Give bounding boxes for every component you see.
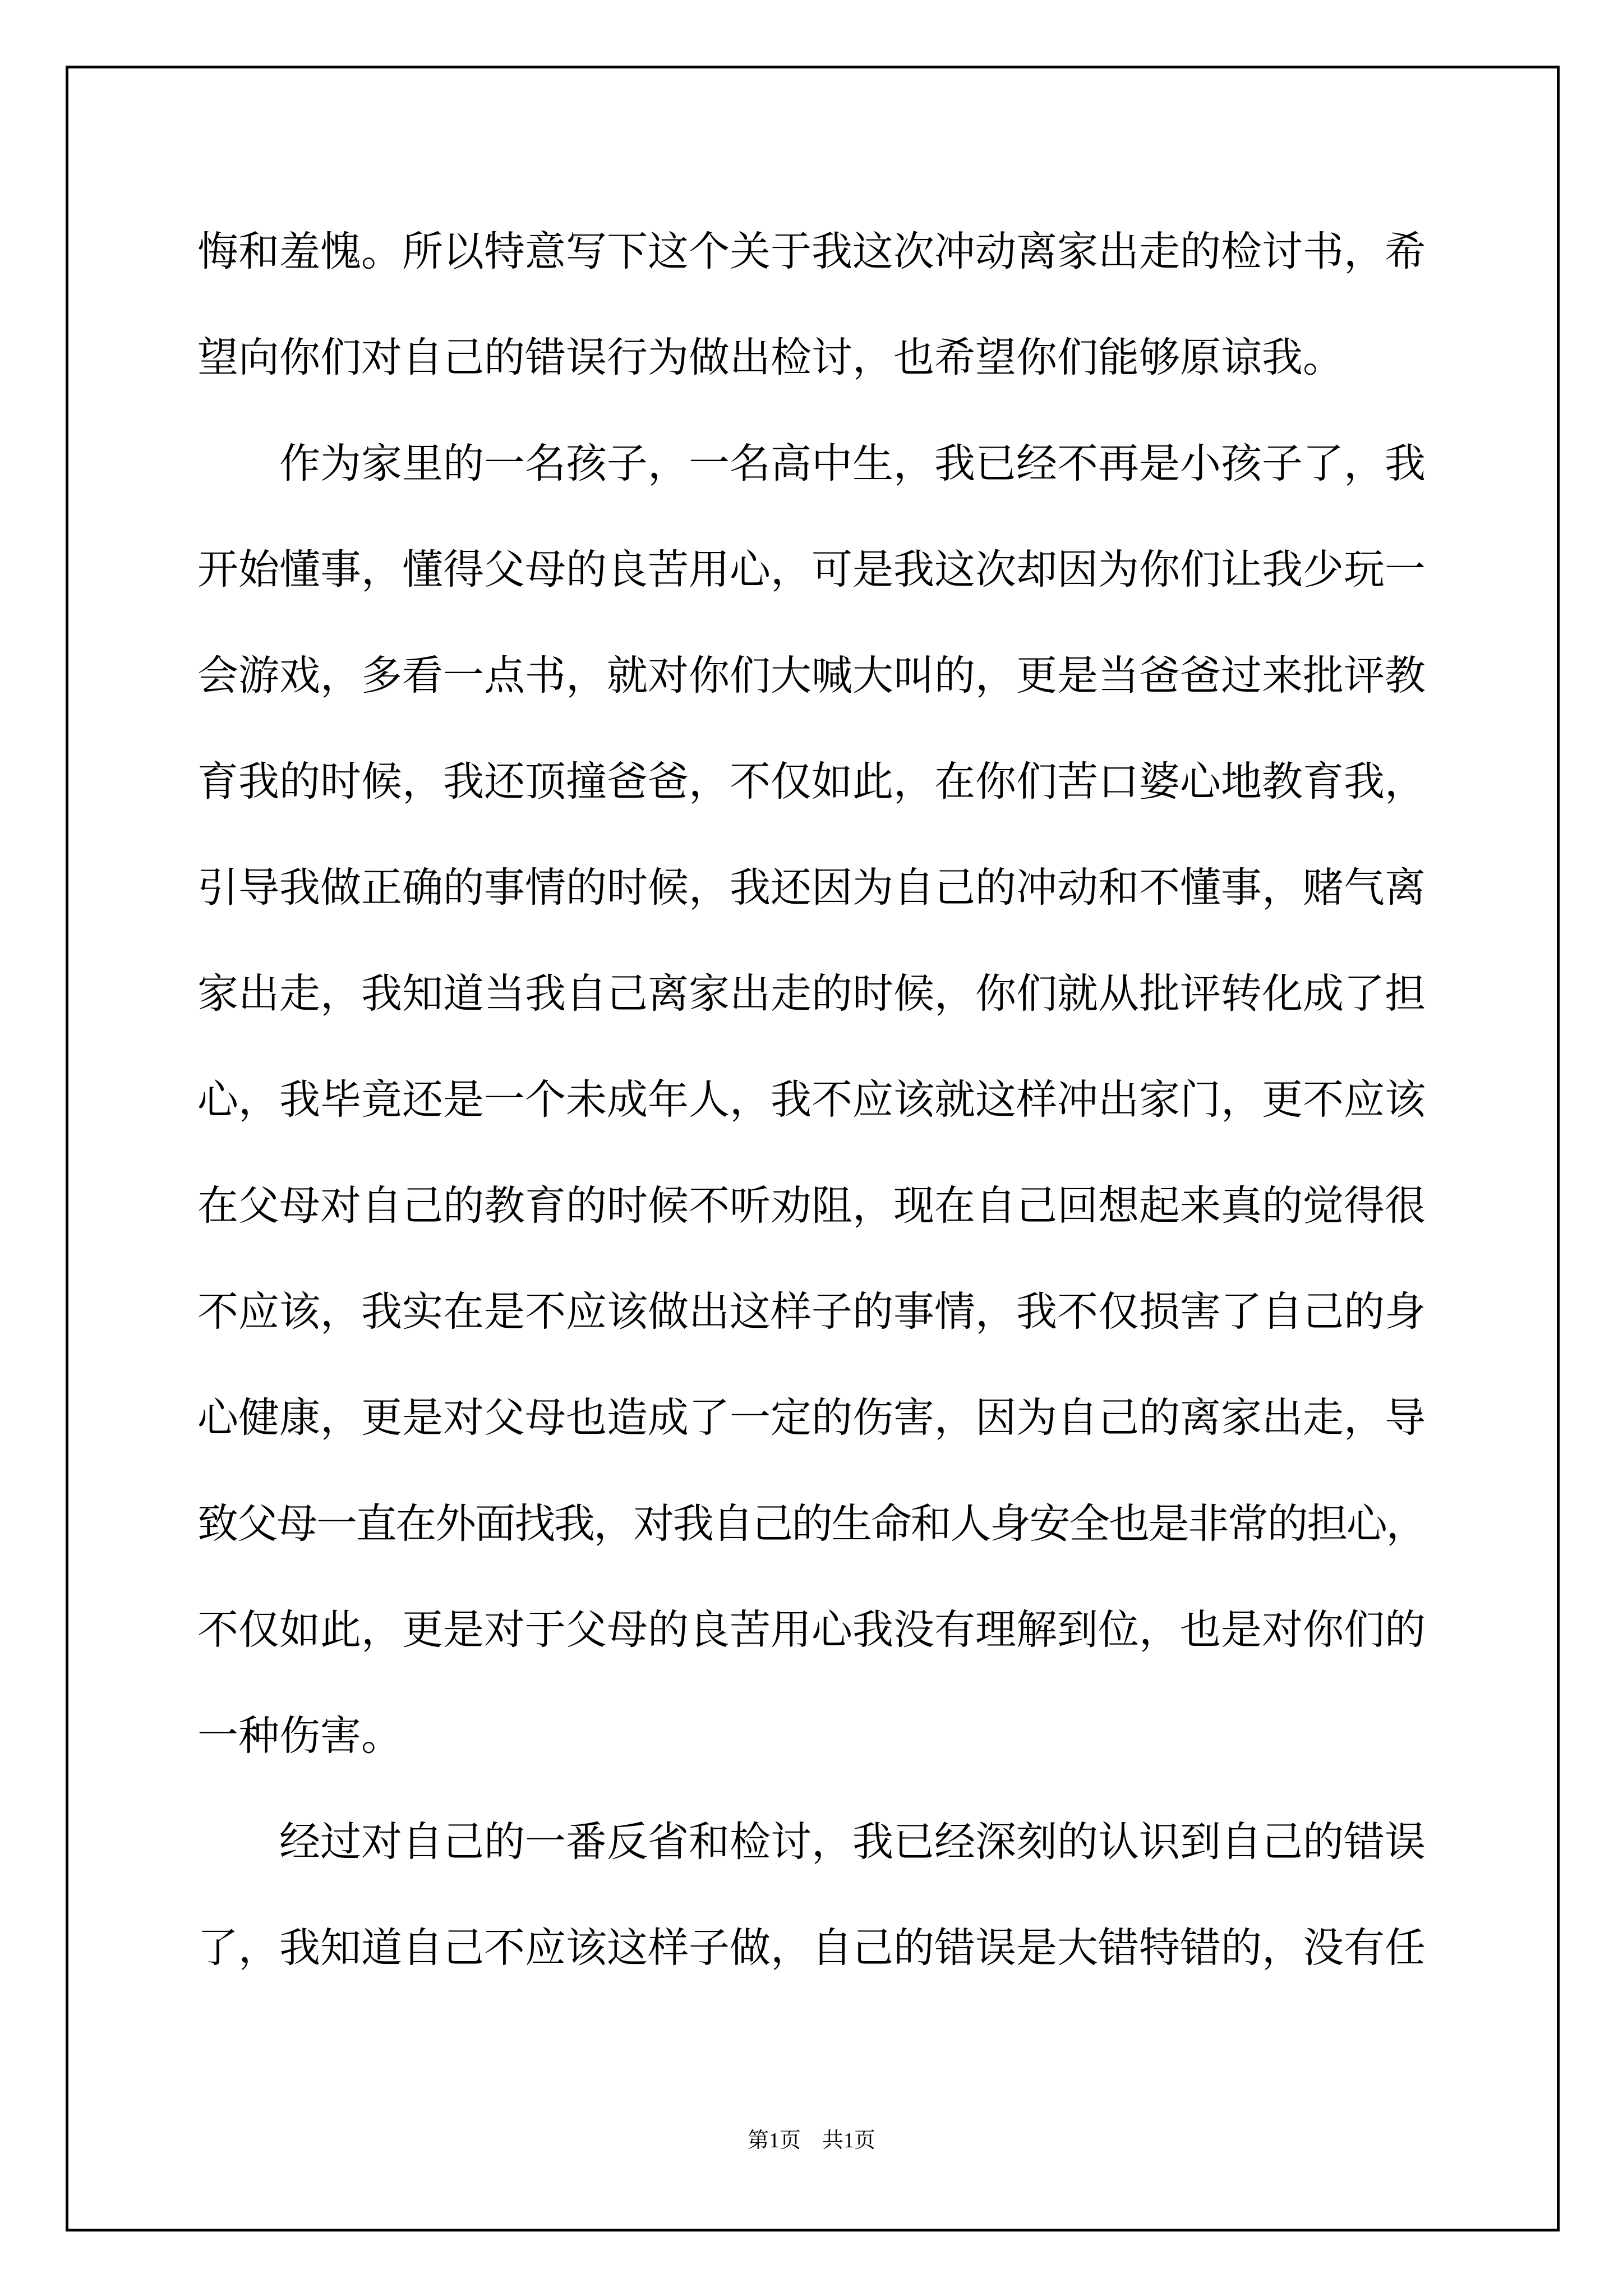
- text-line: 作为家里的一名孩子，一名高中生，我已经不再是小孩子了，我: [279, 441, 1426, 486]
- text-line: 悔和羞愧。所以特意写下这个关于我这次冲动离家出走的检讨书，希: [197, 229, 1426, 274]
- text-line: 家出走，我知道当我自己离家出走的时候，你们就从批评转化成了担: [197, 971, 1426, 1016]
- text-line: 经过对自己的一番反省和检讨，我已经深刻的认识到自己的错误: [279, 1819, 1426, 1865]
- text-line: 不应该，我实在是不应该做出这样子的事情，我不仅损害了自己的身: [197, 1289, 1426, 1335]
- page-number-label: 第1页 共1页: [747, 2129, 875, 2152]
- document-body: [197, 199, 1426, 2001]
- text-line: 育我的时候，我还顶撞爸爸，不仅如此，在你们苦口婆心地教育我，: [197, 759, 1426, 804]
- text-line: 致父母一直在外面找我，对我自己的生命和人身安全也是非常的担心，: [197, 1501, 1426, 1547]
- text-line: 会游戏，多看一点书，就对你们大喊大叫的，更是当爸爸过来批评教: [197, 653, 1426, 698]
- text-line: 一种伤害。: [197, 1713, 402, 1759]
- text-line: 不仅如此，更是对于父母的良苦用心我没有理解到位，也是对你们的: [197, 1607, 1426, 1653]
- text-line: 了，我知道自己不应该这样子做，自己的错误是大错特错的，没有任: [197, 1925, 1426, 1971]
- text-line: 开始懂事，懂得父母的良苦用心，可是我这次却因为你们让我少玩一: [197, 547, 1426, 592]
- text-line: 心健康，更是对父母也造成了一定的伤害，因为自己的离家出走，导: [197, 1395, 1426, 1441]
- text-line: 在父母对自己的教育的时候不听劝阻，现在自己回想起来真的觉得很: [197, 1183, 1426, 1228]
- text-line: 引导我做正确的事情的时候，我还因为自己的冲动和不懂事，赌气离: [197, 865, 1426, 910]
- text-line: 心，我毕竟还是一个未成年人，我不应该就这样冲出家门，更不应该: [197, 1077, 1426, 1122]
- text-line: 望向你们对自己的错误行为做出检讨，也希望你们能够原谅我。: [197, 335, 1344, 380]
- page-footer: [197, 2127, 1426, 2154]
